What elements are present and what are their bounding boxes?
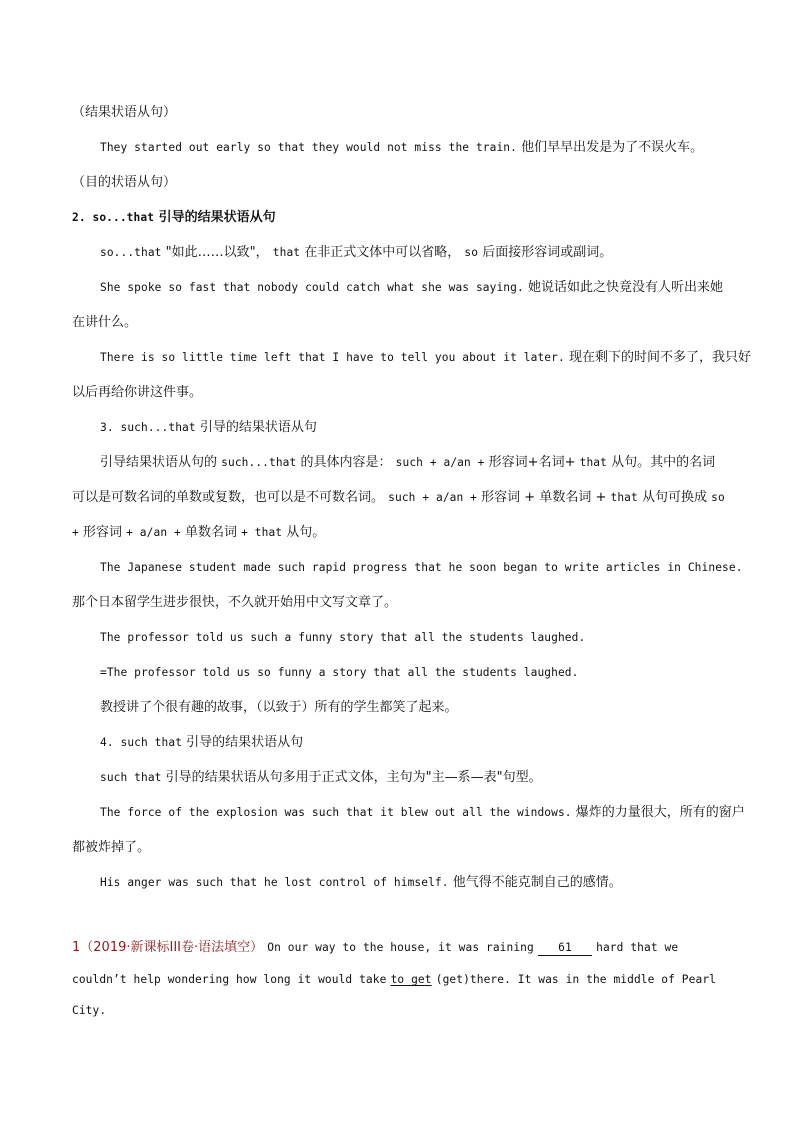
example-sentence-1 (100, 139, 724, 157)
section-heading-such-that (100, 419, 724, 437)
result-clause-label-text: （结果状语从句） (72, 105, 177, 120)
example-sentence-1-chinese: 他们早早出发是为了不误火车。 (521, 140, 704, 155)
example-sentence-3-english: There is so little time left that I have to tell you about it later. (100, 351, 565, 364)
exercise-source-label: 1（2019·新课标III卷·语法填空） (72, 940, 264, 955)
example-sentence-5-chinese-line (100, 699, 724, 717)
exercise-line-3 (72, 1002, 724, 1020)
such-that-formal-description: 引导的结果状语从句多用于正式文体，主句为"主—系—表"句型。 (165, 770, 542, 785)
example-sentence-4-english-line (100, 559, 743, 577)
such-that-term: such...that (221, 456, 297, 469)
so-that-explanation (100, 244, 724, 262)
example-sentence-3-chinese-part-2: 以后再给你讲这件事。 (72, 385, 203, 400)
noun-clause-note: 从句。其中的名词 (611, 455, 716, 470)
exercise-line-2 (72, 971, 724, 989)
example-sentence-5-alternative-line (100, 664, 724, 682)
adjective-singular-noun-pattern: 形容词 + 单数名词 + (481, 490, 607, 505)
example-sentence-6-chinese-part-1: 爆炸的力量很大，所有的窗户 (575, 805, 745, 820)
so-usage-explanation: 后面接形容词或副词。 (482, 245, 613, 260)
section-heading-such-that-formal-chinese: 引导的结果状语从句 (186, 735, 304, 750)
example-sentence-4-chinese-line (72, 594, 724, 612)
example-sentence-2-line-2 (72, 314, 724, 332)
example-sentence-2-line-1 (100, 279, 724, 297)
exercise-line-2-before-answer: couldn’t help wondering how long it would take (72, 973, 387, 986)
example-sentence-5-english: The professor told us such a funny story that all the students laughed. (100, 631, 586, 644)
example-sentence-1-english: They started out early so that they would not miss the train. (100, 141, 517, 154)
that-pattern-term: that (579, 456, 607, 469)
example-sentence-5-alternative: =The professor told us so funny a story that all the students laughed. (100, 666, 579, 679)
countable-noun-explanation: 可以是可数名词的单数或复数，也可以是不可数名词。 (72, 490, 385, 505)
exercise-text-before-blank: On our way to the house, it was raining (267, 941, 534, 954)
such-a-an-second-pattern: such + a/an + (388, 491, 478, 504)
example-sentence-4-chinese: 那个日本留学生进步很快，不久就开始用中文写文章了。 (72, 595, 398, 610)
example-sentence-6-line-1 (100, 804, 745, 822)
purpose-clause-label (72, 174, 724, 192)
a-an-pattern: + a/an + (126, 526, 181, 539)
exercise-line-1 (72, 939, 724, 957)
such-a-an-pattern: such + a/an + (395, 456, 485, 469)
example-sentence-2-chinese-part-1: 她说话如此之快竟没有人听出来她 (527, 280, 723, 295)
such-that-formal-term: such that (100, 771, 162, 784)
such-that-rule-line-1 (100, 454, 724, 472)
section-heading-so-that (72, 209, 724, 227)
that-second-pattern-term: that (610, 491, 638, 504)
exercise-text-after-blank: hard that we (596, 941, 679, 954)
example-sentence-2-chinese-part-2: 在讲什么。 (72, 315, 138, 330)
section-heading-such-that-formal-english: 4. such that (100, 736, 183, 749)
example-sentence-6-line-2 (72, 839, 724, 857)
example-sentence-7-line (100, 874, 724, 892)
section-heading-so-that-english: 2. so...that (72, 211, 155, 224)
that-third-pattern-term: + that (241, 526, 283, 539)
so-replacement-term: so (711, 491, 725, 504)
section-heading-so-that-chinese: 引导的结果状语从句 (158, 210, 276, 225)
section-heading-such-that-english: 3. such...that (100, 421, 196, 434)
example-sentence-4-english: The Japanese student made such rapid progress that he soon began to write articles in Chinese. (100, 561, 743, 574)
example-sentence-3-line-1 (100, 349, 751, 367)
section-heading-such-that-chinese: 引导的结果状语从句 (199, 420, 317, 435)
exercise-line-3-text: City. (72, 1004, 107, 1017)
purpose-clause-label-text: （目的状语从句） (72, 175, 177, 190)
example-sentence-7-chinese: 他气得不能克制自己的感情。 (452, 875, 622, 890)
such-that-rule-line-2 (72, 489, 724, 507)
adjective-noun-pattern: 形容词+名词+ (488, 455, 576, 470)
example-sentence-3-line-2 (72, 384, 724, 402)
singular-noun-label: 单数名词 (184, 525, 237, 540)
example-sentence-6-chinese-part-2: 都被炸掉了。 (72, 840, 151, 855)
plus-symbol: + (72, 526, 79, 539)
such-that-content-label: 的具体内容是： (300, 455, 392, 470)
that-term: that (272, 246, 301, 259)
omission-explanation: 在非正式文体中可以省略， (304, 245, 461, 260)
example-sentence-7-english: His anger was such that he lost control of himself. (100, 876, 449, 889)
such-that-formal-explanation (100, 769, 724, 787)
adjective-label: 形容词 (82, 525, 122, 540)
replace-with-label: 从句可换成 (641, 490, 707, 505)
section-heading-such-that-formal (100, 734, 724, 752)
answer-blank: 61 (538, 941, 592, 956)
such-that-rule-intro: 引导结果状语从句的 (100, 455, 218, 470)
so-that-meaning: "如此……以致"， (165, 245, 269, 260)
so-that-term: so...that (100, 246, 162, 259)
answer-to-get: to get (390, 973, 432, 986)
example-sentence-2-english: She spoke so fast that nobody could catch what she was saying. (100, 281, 524, 294)
example-sentence-6-english: The force of the explosion was such that it blew out all the windows. (100, 806, 572, 819)
so-term: so (464, 246, 479, 259)
example-sentence-5-chinese: 教授讲了个很有趣的故事，（以致于）所有的学生都笑了起来。 (100, 700, 458, 715)
example-sentence-5-line (100, 629, 724, 647)
example-sentence-3-chinese-part-1: 现在剩下的时间不多了，我只好 (568, 350, 751, 365)
clause-label: 从句。 (286, 525, 326, 540)
exercise-line-2-after-answer: (get)there. It was in the middle of Pearl (435, 973, 716, 986)
result-clause-label (72, 104, 724, 122)
such-that-rule-line-3 (72, 524, 724, 542)
